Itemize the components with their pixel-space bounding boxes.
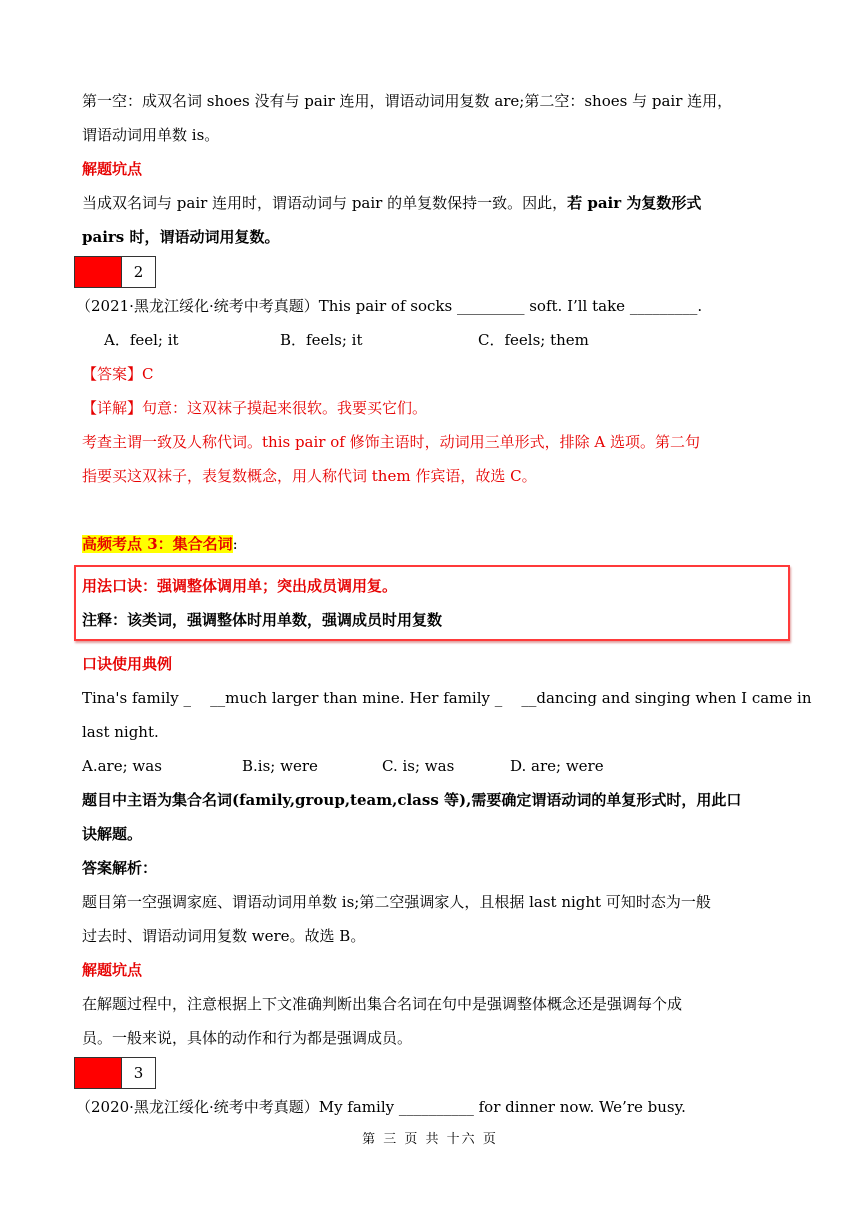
pitfall-text: 员。一般来说，具体的动作和行为都是强调成员。 [82, 1029, 413, 1047]
example-option-d: D. are; were [510, 757, 604, 775]
answer-analysis: 题目第一空强调家庭、谓语动词用单数 is;第二空强调家人，且根据 last night 可知时态为一般 [82, 893, 711, 911]
pitfall-heading: 解题坑点 [82, 160, 143, 178]
question-number: 2 [133, 263, 144, 281]
example-option-b: B.is; were [242, 757, 318, 775]
document-page [76, 84, 812, 1124]
analysis-line: 考查主谓一致及人称代词。this pair of 修饰主语时，动词用三单形式，排除 A 选项。第二句 [82, 433, 700, 451]
example-sentence: Tina's family _ __much larger than mine. Her family _ __dancing and singing when I came in [82, 689, 812, 707]
explanation-line: 谓语动词用单数 is。 [82, 126, 220, 144]
pitfall-text [82, 186, 782, 220]
example-heading: 口诀使用典例 [82, 655, 173, 673]
red-marker-box [75, 257, 122, 287]
question-stem: （2020·黑龙江绥化·统考中考真题）My family __________ for dinner now. We’re busy. [76, 1098, 686, 1116]
analysis-line: 指要买这双袜子，表复数概念，用人称代词 them 作宾语，故选 C。 [82, 467, 537, 485]
spacer [82, 493, 782, 527]
question-number: 3 [133, 1064, 144, 1082]
pitfall-text-bold-line: pairs 时，谓语动词用复数。 [82, 228, 280, 246]
answer-options [82, 323, 782, 357]
option-b: B．feels; it [280, 331, 363, 349]
answer-analysis: 过去时、谓语动词用复数 were。故选 B。 [82, 927, 366, 945]
section-heading-highlight: 高频考点 3：集合名词 [82, 535, 233, 553]
example-option-c: C. is; was [382, 757, 455, 775]
red-marker-box [75, 1058, 122, 1088]
question-number-badge [74, 256, 156, 288]
pitfall-text-bold: 若 pair 为复数形式 [567, 194, 702, 212]
page-footer: 第 三 页 共 十六 页 [362, 1132, 498, 1147]
detail-line: 【详解】句意：这双袜子摸起来很软。我要买它们。 [82, 399, 428, 417]
section-heading-suffix: : [232, 535, 238, 553]
example-option-a: A.are; was [82, 757, 162, 775]
question-number-badge [74, 1057, 156, 1089]
explanation-line: 第一空：成双名词 shoes 没有与 pair 连用，谓语动词用复数 are;第二空：shoes 与 pair 连用， [82, 92, 733, 110]
pitfall-heading: 解题坑点 [82, 961, 143, 979]
option-a: A．feel; it [104, 331, 179, 349]
question-stem: （2021·黑龙江绥化·统考中考真题）This pair of socks _________ soft. I’ll take _________. [76, 297, 703, 315]
rule-box [74, 565, 790, 641]
example-options [82, 749, 782, 783]
option-c: C．feels; them [478, 331, 589, 349]
method-note: 诀解题。 [82, 825, 143, 843]
method-note: 题目中主语为集合名词(family,group,team,class 等),需要确定谓语动词的单复形式时，用此口 [82, 791, 742, 809]
rule-mnemonic: 用法口诀：强调整体调用单；突出成员调用复。 [82, 577, 398, 595]
example-sentence: last night. [82, 723, 159, 741]
pitfall-text: 在解题过程中，注意根据上下文准确判断出集合名词在句中是强调整体概念还是强调每个成 [82, 995, 683, 1013]
section-heading [82, 527, 782, 561]
answer-line: 【答案】C [82, 365, 154, 383]
pitfall-text-normal: 当成双名词与 pair 连用时，谓语动词与 pair 的单复数保持一致。因此， [82, 194, 568, 212]
answer-heading: 答案解析： [82, 859, 158, 877]
rule-note: 注释：该类词，强调整体时用单数，强调成员时用复数 [82, 611, 443, 629]
